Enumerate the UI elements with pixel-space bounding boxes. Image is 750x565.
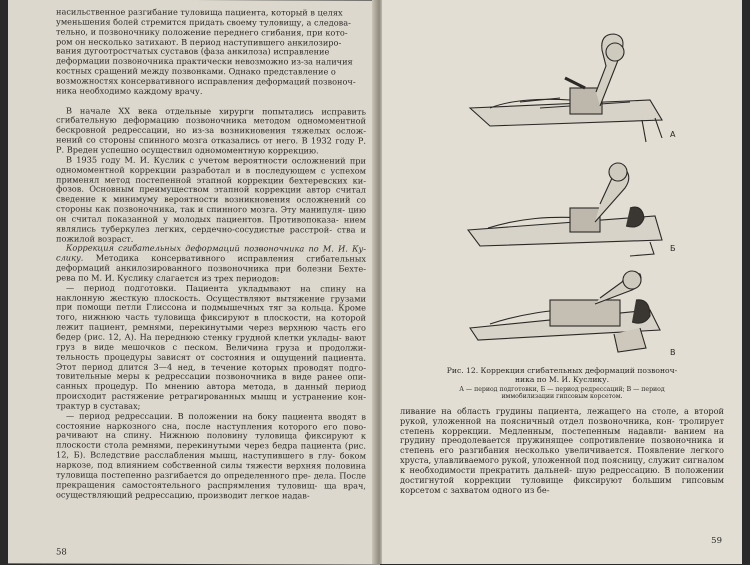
figure-illustration [400, 8, 724, 366]
left-page-text [56, 8, 366, 501]
page-number: 59 [711, 536, 722, 546]
paragraph [56, 244, 366, 284]
text-line: деформации позвоночника практически невозможно из-за наличия [56, 55, 353, 67]
figure-12 [400, 8, 724, 366]
panel-label-a: А [670, 130, 676, 139]
figure-caption: Рис. 12. Коррекция сгибательных деформаций позвоноч- ника по М. И. Куслику. [446, 366, 678, 384]
paragraph: В начале XX века отдельные хирурги попытались исправить сгибательную деформацию позвоночника методом одномоментной бескровной редрессации, но из-за возникновения тяжелых ослож- нений со стороны спинного мозга отказались от него. В 1932 году Р. Р. Вреден успешно осуществил одномоментную коррекцию. [56, 105, 366, 156]
page-number: 58 [56, 547, 67, 558]
right-page-text [400, 407, 724, 496]
text-line: ром он несколько затихают. В период наступившего анкилозиро- [56, 36, 342, 48]
text-line: костных сращений между позвонками. Однако представление о [56, 65, 336, 77]
paragraph: — период подготовки. Пациента укладывают на спину на наклонную жесткую плоскость. Осуществляют вытяжение грузами при помощи петли Глиссона и подмышечных тяг за кольца. Кроме того, нижнюю часть туловища фиксируют в плоскости, на которой лежит пациент, ремнями, перекинутыми через верхнюю часть его бедер (рис. 12, А). На переднюю стенку грудной клетки уклады- вают груз в виде мешочков с песком. Величина груза и продолжи- тельность процедуры зависят от состояния и ощущений пациента. Этот период длится 3—4 нед, в течение которых проводят подго- товительные меры к редрессации позвоночника в виде ранее опи- санных процедур. По мнению автора метода, в данный период происходит растяжение ретрагированных мышц и устранение кон- трактур в суставах; [56, 282, 366, 411]
panel-label-c: В [670, 348, 676, 357]
panel-b-drawing [468, 163, 662, 256]
text-line: возможностях консервативного исправления деформаций позвоноч- [56, 75, 356, 87]
paragraph: В 1935 году М. И. Куслик с учетом вероятности осложнений при одномоментной коррекции разработал и в последующем с успехом применял метод постепенной этапной коррекции бехтеревских ки- фозов. Основным преимуществом этапной коррекции автор считал сведение к минимуму вероятности возникновения осложнений со стороны как позвоночника, так и спинного мозга. Эту манипуля- цию он считал показанной у молодых пациентов. Противопоказа- нием являлись туберкулез легких, сердечно-сосудистые расстрой- ства и пожилой возраст. [56, 154, 366, 244]
panel-c-drawing [470, 271, 660, 352]
text-line: уменьшения болей стремится придать своему туловищу, а следова- [56, 16, 351, 28]
left-page [8, 0, 380, 565]
panel-a-drawing [470, 34, 662, 142]
section-heading: Коррекция сгибательных деформаций позвоночника по М. И. Ку- слику. [56, 242, 366, 263]
text-line: тельно, и позвоночнику положение переднего сгибания, при кото- [56, 26, 348, 38]
figure-legend: А — период подготовки, Б — период редрессаций; В — период иммобилизации гипсовым корсетом. [459, 386, 665, 401]
text-line: вания дугоотростчатых суставов (фаза анкилоза) исправление [56, 45, 330, 57]
text-line: ника необходимо каждому врачу. [56, 85, 203, 96]
right-page [382, 0, 742, 564]
paragraph: ливание на область грудины пациента, лежащего на столе, а второй рукой, уложенной на поясничный отдел позвоночника, кон- тролирует степень коррекции. Медленным, постепенным надавли- ванием на грудину преодолевается пружинящее сопротивление позвоночника и степень его разгибания несколько увеличивается. Появление легкого хруста, улавливаемого рукой, уложенной под поясницу, служит сигналом к необходимости прекратить дальней- шую редрессацию. В положении достигнутой коррекции туловище фиксируют большим гипсовым корсетом с захватом одного из бе- [400, 405, 724, 495]
panel-label-b: Б [670, 244, 676, 253]
paragraph: — период редрессации. В положении на боку пациента вводят в состояние наркозного сна, после наступления которого его пово- рачивают на спину. Нижнюю половину туловища фиксируют к плоскости стола ремнями, перекинутыми через бедра пациента (рис. 12, Б). Вследствие расслабления мышц, наступившего в глу- боком наркозе, под влиянием собственной силы тяжести верхняя половина туловища постепенно разгибается до определенного пре- дела. После прекращения самостоятельного распрямления туловищ- ща врач, осуществляющий редрессацию, производит легкое надав- [56, 410, 366, 500]
paragraph-text: Методика консервативного исправления сгибательных деформаций анкилозированного позвоночника при болезни Бехте- рева по М. И. Куслику слагается из трех периодов: [56, 252, 366, 284]
text-line: насильственное разгибание туловища пациента, который в целях [56, 6, 343, 18]
